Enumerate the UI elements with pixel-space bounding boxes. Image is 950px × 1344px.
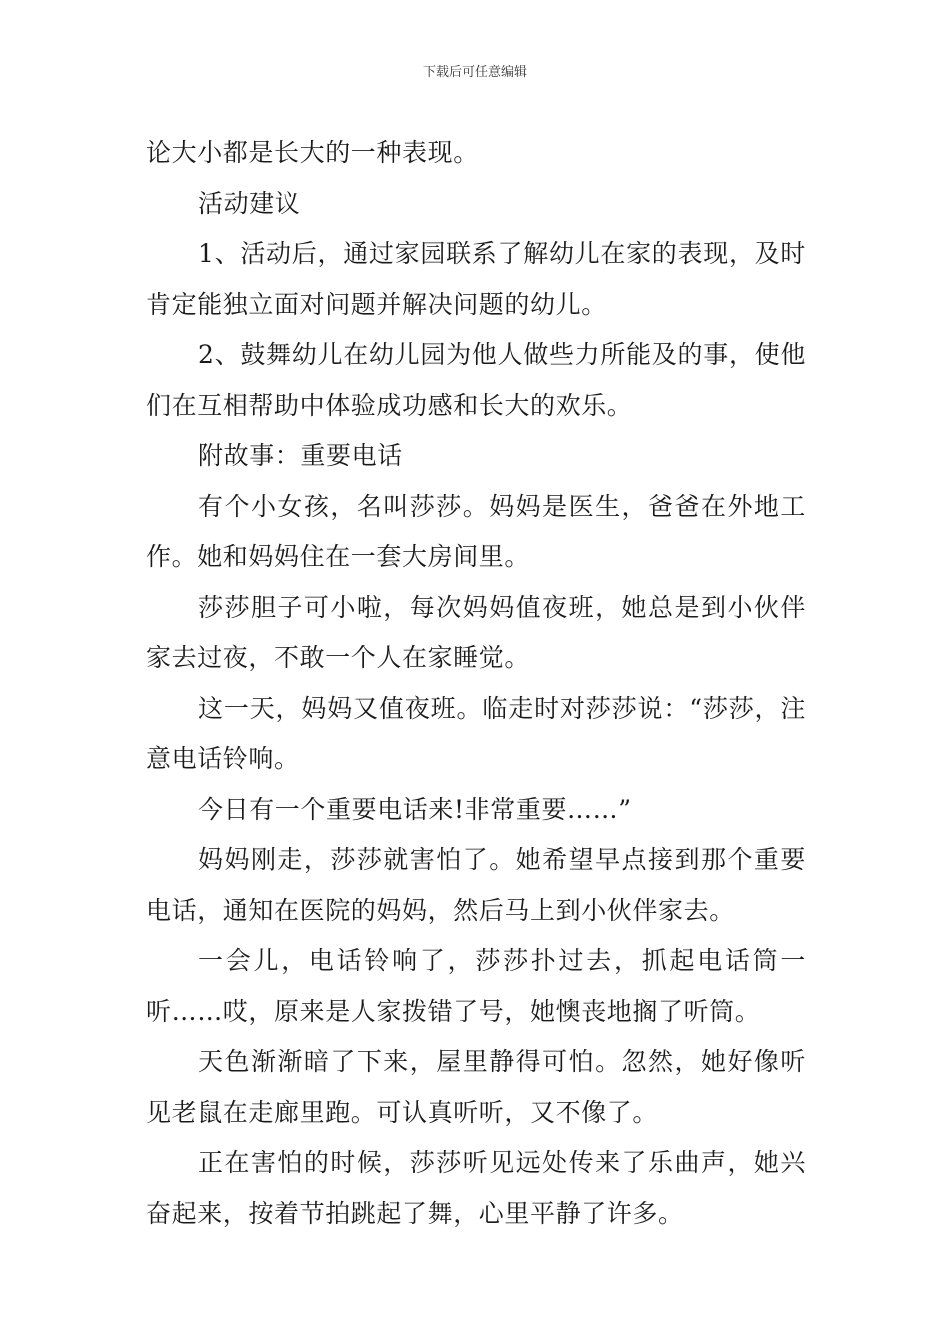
story-paragraph: 这一天，妈妈又值夜班。临走时对莎莎说：“莎莎，注意电话铃响。 [146,693,806,773]
document-body [146,128,806,1239]
story-paragraph: 有个小女孩，名叫莎莎。妈妈是医生，爸爸在外地工作。她和妈妈住在一套大房间里。 [146,491,806,571]
section-heading-activity-suggestions: 活动建议 [198,188,301,218]
story-paragraph: 今日有一个重要电话来!非常重要……” [198,794,632,824]
suggestion-item-1: 1、活动后，通过家园联系了解幼儿在家的表现，及时肯定能独立面对问题并解决问题的幼儿。 [146,239,806,319]
story-paragraph: 莎莎胆子可小啦，每次妈妈值夜班，她总是到小伙伴家去过夜，不敢一个人在家睡觉。 [146,592,806,672]
story-title: 附故事：重要电话 [198,441,403,470]
story-paragraph: 一会儿，电话铃响了，莎莎扑过去，抓起电话筒一听……哎，原来是人家拨错了号，她懊丧地搁了听筒。 [146,946,806,1026]
paragraph-continuation: 论大小都是长大的一种表现。 [146,138,479,167]
story-paragraph: 正在害怕的时候，莎莎听见远处传来了乐曲声，她兴奋起来，按着节拍跳起了舞，心里平静了许多。 [146,1148,806,1228]
page-header: 下载后可任意编辑 [422,65,527,80]
suggestion-item-2: 2、鼓舞幼儿在幼儿园为他人做些力所能及的事，使他们在互相帮助中体验成功感和长大的欢乐。 [146,340,806,420]
story-paragraph: 妈妈刚走，莎莎就害怕了。她希望早点接到那个重要电话，通知在医院的妈妈，然后马上到小伙伴家去。 [146,845,806,925]
story-paragraph: 天色渐渐暗了下来，屋里静得可怕。忽然，她好像听见老鼠在走廊里跑。可认真听听，又不像了。 [146,1047,806,1127]
